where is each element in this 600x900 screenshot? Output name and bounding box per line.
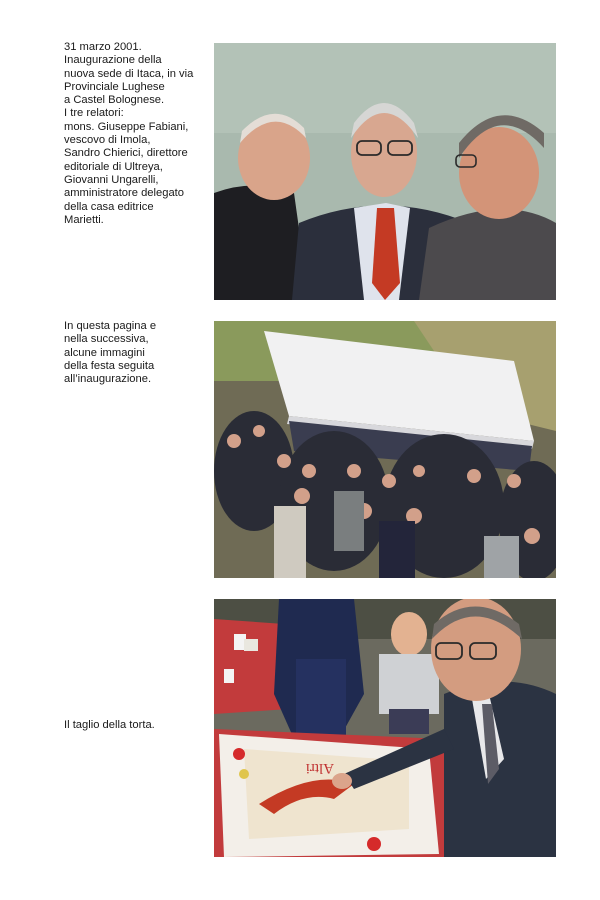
- caption-party: In questa pagina e nella successiva, alcune immagini della festa seguita all’inaugurazione.: [64, 320, 157, 386]
- photo-speakers: [214, 43, 556, 300]
- photo-cake: [214, 599, 556, 857]
- caption-inauguration: 31 marzo 2001. Inaugurazione della nuova sede di Itaca, in via Provinciale Lughese a Castel Bolognese. I tre relatori: mons. Giuseppe Fabiani, vescovo di Imola, Sandro Chierici, direttore editoriale di Ultreya, Giovanni Ungarelli, amministratore delegato della casa editrice Marietti.: [64, 41, 194, 226]
- cake-lettering: Altri: [305, 760, 334, 776]
- photo-party: [214, 321, 556, 578]
- caption-cake: Il taglio della torta.: [64, 719, 155, 731]
